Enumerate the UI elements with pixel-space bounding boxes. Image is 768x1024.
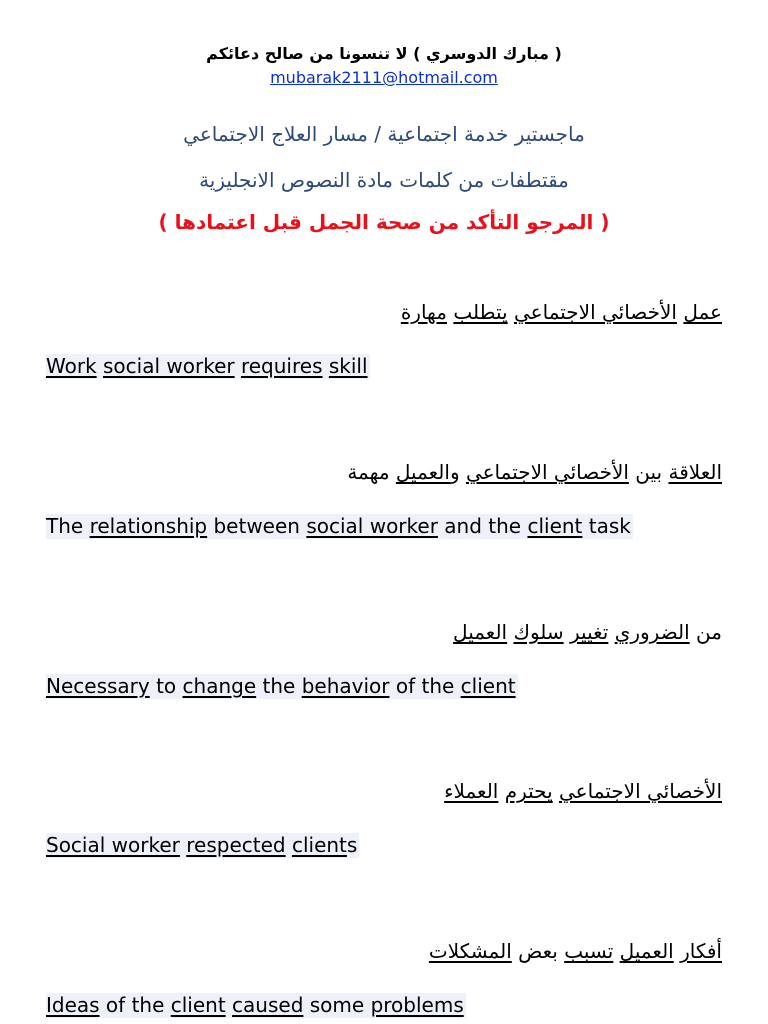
- sentence-text: من: [689, 620, 722, 644]
- sentence-text: task: [582, 514, 631, 538]
- underlined-term: Work: [46, 354, 97, 378]
- subtitle-course: مقتطفات من كلمات مادة النصوص الانجليزية: [199, 168, 569, 192]
- underlined-term: يتطلب: [453, 300, 508, 324]
- sentence-text: بعض: [511, 939, 565, 963]
- underlined-term: الأخصائي الاجتماعي: [559, 779, 722, 803]
- sentence-text: بين: [628, 460, 669, 484]
- underlined-term: respected: [186, 833, 286, 857]
- underlined-term: Social worker: [46, 833, 180, 857]
- arabic-sentence: [444, 779, 722, 803]
- sentence-text: some: [303, 993, 371, 1017]
- sentence-text: and the: [437, 514, 528, 538]
- underlined-term: requires: [240, 354, 323, 378]
- underlined-term: العميل: [395, 460, 450, 484]
- sentence-text: between: [207, 514, 307, 538]
- underlined-term: تسبب: [564, 939, 614, 963]
- underlined-term: caused: [232, 993, 304, 1017]
- english-translation: [46, 354, 370, 379]
- underlined-term: عمل: [683, 300, 722, 324]
- english-translation: [46, 833, 359, 858]
- warning-note: ( المرجو التأكد من صحة الجمل قبل اعتمادها ): [158, 210, 610, 234]
- sentence-text: of the: [99, 993, 171, 1017]
- underlined-term: Necessary: [46, 674, 150, 698]
- underlined-term: social worker: [306, 514, 438, 538]
- author-line: ( مبارك الدوسري ) لا تنسونا من صالح دعائكم: [206, 44, 562, 63]
- arabic-sentence: [401, 300, 722, 324]
- underlined-term: client: [170, 993, 226, 1017]
- sentence-text: مهمة: [347, 460, 396, 484]
- underlined-term: يحترم: [504, 779, 553, 803]
- sentence-text: و: [449, 460, 466, 484]
- underlined-term: العميل: [453, 620, 508, 644]
- underlined-term: problems: [370, 993, 464, 1017]
- underlined-term: skill: [328, 354, 368, 378]
- subtitle-degree: ماجستير خدمة اجتماعية / مسار العلاج الاجتماعي: [183, 122, 585, 146]
- underlined-term: العملاء: [444, 779, 499, 803]
- underlined-term: Ideas: [46, 993, 100, 1017]
- email-link[interactable]: mubarak2111@hotmail.com: [270, 68, 498, 87]
- underlined-term: client: [460, 674, 516, 698]
- sentence-text: s: [346, 833, 358, 857]
- underlined-term: العميل: [619, 939, 674, 963]
- english-translation: [46, 674, 518, 699]
- underlined-term: مهارة: [400, 300, 447, 324]
- underlined-term: client: [291, 833, 347, 857]
- underlined-term: العلاقة: [668, 460, 722, 484]
- underlined-term: behavior: [301, 674, 390, 698]
- underlined-term: change: [182, 674, 257, 698]
- arabic-sentence: [453, 620, 722, 644]
- underlined-term: relationship: [89, 514, 208, 538]
- email-line: [0, 68, 768, 87]
- english-translation: [46, 514, 633, 539]
- underlined-term: المشكلات: [428, 939, 512, 963]
- underlined-term: client: [527, 514, 583, 538]
- sentence-text: to: [149, 674, 183, 698]
- english-translation: [46, 993, 466, 1018]
- underlined-term: الأخصائي الاجتماعي: [465, 460, 629, 484]
- sentence-text: The: [46, 514, 90, 538]
- underlined-term: social worker: [103, 354, 235, 378]
- sentence-text: the: [256, 674, 302, 698]
- underlined-term: تغيير: [570, 620, 609, 644]
- underlined-term: الضروري: [614, 620, 690, 644]
- sentence-text: of the: [389, 674, 461, 698]
- arabic-sentence: [429, 939, 722, 963]
- arabic-sentence: [347, 460, 722, 484]
- underlined-term: سلوك: [513, 620, 564, 644]
- underlined-term: أفكار: [680, 939, 722, 963]
- underlined-term: الأخصائي الاجتماعي: [514, 300, 677, 324]
